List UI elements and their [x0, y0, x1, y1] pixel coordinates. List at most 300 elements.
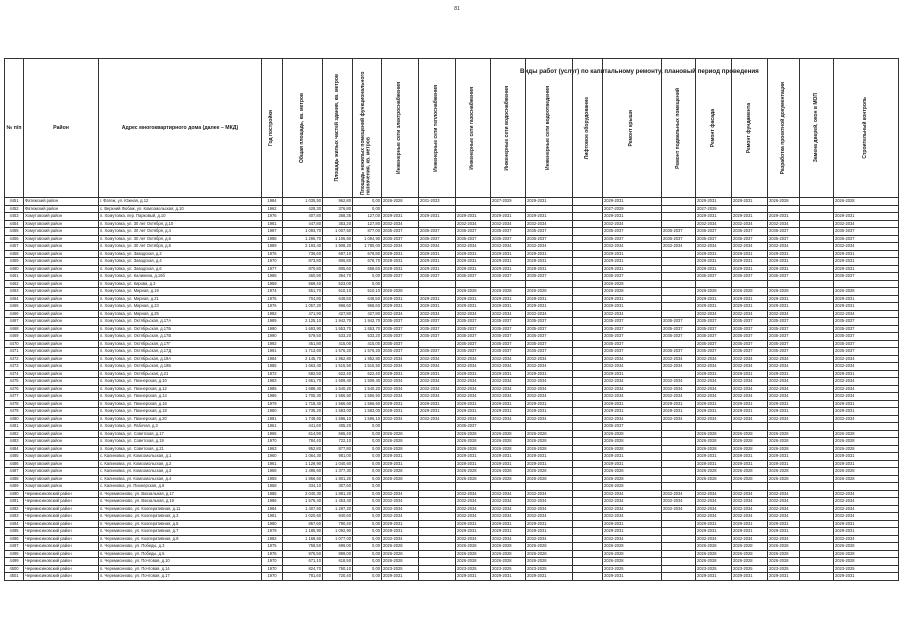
table-cell-district: Хомутовский район	[24, 220, 99, 228]
table-cell-district: Хомутовский район	[24, 475, 99, 483]
table-cell-no: 4500	[5, 565, 24, 573]
table-cell-control: 2026-2028	[834, 475, 899, 483]
table-cell-windows	[800, 558, 834, 566]
table-cell-foundation: 2032-2034	[732, 505, 768, 513]
table-cell-nonliving_area: 0,00	[353, 423, 382, 431]
table-cell-gas: 2026-2028	[456, 445, 491, 453]
table-cell-foundation: 2029-2031	[732, 250, 768, 258]
table-cell-address: с. Калиновка, ул. Комсомольская, д.4	[99, 475, 262, 483]
table-cell-no: 4492	[5, 505, 24, 513]
table-cell-water: 2032-2034	[491, 490, 526, 498]
table-cell-water: 2029-2031	[491, 295, 526, 303]
table-cell-district: Черемисиновский район	[24, 565, 99, 573]
table-cell-gas: 2035-2037	[456, 318, 491, 326]
table-cell-no: 4483	[5, 438, 24, 446]
table-cell-total_area: 1 693,90	[283, 325, 323, 333]
table-cell-district: Хомутовский район	[24, 228, 99, 236]
table-cell-basement	[662, 295, 696, 303]
table-cell-basement	[662, 340, 696, 348]
table-cell-district: Хомутовский район	[24, 415, 99, 423]
table-cell-gas: 2029-2031	[456, 453, 491, 461]
table-cell-living_area: 968,60	[323, 303, 353, 311]
table-cell-design: 2029-2031	[768, 400, 800, 408]
column-header-label: Разработка проектной документации	[779, 81, 786, 175]
table-cell-total_area: 1 057,20	[283, 303, 323, 311]
table-cell-nonliving_area: 0,00	[353, 205, 382, 213]
table-cell-address: п. Черемисиново, ул. Победы, д.3	[99, 543, 262, 551]
table-cell-foundation: 2032-2034	[732, 385, 768, 393]
table-cell-windows	[800, 250, 834, 258]
table-cell-basement	[662, 520, 696, 528]
table-cell-living_area: 618,50	[323, 558, 353, 566]
table-cell-basement	[662, 460, 696, 468]
table-row	[5, 565, 899, 573]
table-cell-year: 1958	[262, 468, 283, 476]
table-cell-year: 1976	[262, 250, 283, 258]
table-cell-living_area: 648,50	[323, 295, 353, 303]
table-cell-basement: 2032-2034	[662, 355, 696, 363]
table-cell-heat: 2032-2034	[419, 378, 456, 386]
table-cell-foundation: 2029-2031	[732, 265, 768, 273]
table-row	[5, 213, 899, 221]
table-cell-address: п. Хомутовка, ул. Пионерская, д.20	[99, 415, 262, 423]
table-cell-no: 4482	[5, 430, 24, 438]
table-cell-sewer: 2032-2034	[526, 310, 573, 318]
table-cell-year: 1989	[262, 243, 283, 251]
table-cell-design: 2032-2034	[768, 243, 800, 251]
table-cell-design: 2026-2028	[768, 468, 800, 476]
table-cell-sewer: 2032-2034	[526, 393, 573, 401]
table-row	[5, 498, 899, 506]
table-cell-sewer: 2035-2037	[526, 333, 573, 341]
table-cell-lift	[573, 573, 603, 581]
table-cell-no: 4495	[5, 528, 24, 536]
table-cell-windows	[800, 535, 834, 543]
table-cell-total_area: 1 407,50	[283, 505, 323, 513]
table-cell-foundation: 2029-2031	[732, 198, 768, 206]
table-cell-water: 2032-2034	[491, 355, 526, 363]
table-cell-basement	[662, 288, 696, 296]
table-cell-foundation: 2029-2031	[732, 400, 768, 408]
table-cell-control: 2029-2031	[834, 295, 899, 303]
table-cell-design: 2035-2037	[768, 340, 800, 348]
table-cell-roof: 2026-2028	[603, 558, 662, 566]
table-cell-gas: 2032-2034	[456, 393, 491, 401]
table-row	[5, 310, 899, 318]
table-cell-facade: 2032-2034	[696, 385, 732, 393]
table-cell-foundation: 2029-2031	[732, 520, 768, 528]
table-cell-elec: 2032-2034	[382, 385, 419, 393]
table-cell-no: 4467	[5, 318, 24, 326]
table-cell-nonliving_area: 415,00	[353, 340, 382, 348]
table-cell-total_area: 447,80	[283, 220, 323, 228]
table-cell-foundation: 2023-2025	[732, 565, 768, 573]
table-cell-total_area: 460,90	[283, 273, 323, 281]
table-cell-control: 2032-2034	[834, 535, 899, 543]
table-cell-elec: 2035-2037	[382, 348, 419, 356]
table-cell-nonliving_area: 1 509,40	[353, 378, 382, 386]
table-cell-design: 2032-2034	[768, 355, 800, 363]
table-cell-control	[834, 483, 899, 491]
table-cell-roof: 2029-2031	[603, 250, 662, 258]
table-cell-basement: 2035-2037	[662, 235, 696, 243]
table-cell-facade: 2029-2031	[696, 400, 732, 408]
table-cell-district: Черемисиновский район	[24, 535, 99, 543]
table-cell-living_area: 760,10	[323, 565, 353, 573]
table-cell-foundation: 2026-2028	[732, 468, 768, 476]
table-cell-district: Хомутовский район	[24, 355, 99, 363]
table-cell-water	[491, 483, 526, 491]
table-cell-address: с. Калиновка, ул. Комсомольская, д.3	[99, 468, 262, 476]
table-cell-facade: 2035-2037	[696, 348, 732, 356]
table-cell-elec: 2029-2031	[382, 258, 419, 266]
column-header-roof	[603, 59, 662, 198]
table-cell-water: 2029-2031	[491, 303, 526, 311]
table-cell-design: 2032-2034	[768, 393, 800, 401]
table-cell-foundation: 2026-2028	[732, 543, 768, 551]
table-cell-address: п. Хомутовка, ул. Советская, д.17	[99, 430, 262, 438]
table-cell-gas: 2026-2028	[456, 468, 491, 476]
table-cell-roof: 2029-2031	[603, 295, 662, 303]
table-cell-sewer: 2035-2037	[526, 325, 573, 333]
table-cell-foundation: 2032-2034	[732, 490, 768, 498]
table-cell-control: 2032-2034	[834, 415, 899, 423]
table-cell-control: 2035-2037	[834, 325, 899, 333]
table-cell-heat: 2032-2034	[419, 363, 456, 371]
table-cell-design: 2029-2031	[768, 408, 800, 416]
table-cell-address: п. Хомутовка, ул. Мирная, д.23	[99, 303, 262, 311]
table-cell-address: п. Хомутовка, ул. Октябрьская, д.17А	[99, 318, 262, 326]
table-cell-water: 2029-2031	[491, 520, 526, 528]
table-cell-control: 2032-2034	[834, 490, 899, 498]
table-cell-control: 2029-2031	[834, 453, 899, 461]
table-cell-address: п. Хомутовка, ул. Рабочая, д.3	[99, 423, 262, 431]
table-row	[5, 558, 899, 566]
table-cell-nonliving_area: 0,00	[353, 490, 382, 498]
table-cell-total_area: 758,50	[283, 543, 323, 551]
table-cell-foundation: 2035-2037	[732, 235, 768, 243]
table-row	[5, 243, 899, 251]
table-cell-district: Черемисиновский район	[24, 490, 99, 498]
table-cell-elec: 2029-2031	[382, 460, 419, 468]
table-row	[5, 445, 899, 453]
table-cell-year: 1970	[262, 258, 283, 266]
table-cell-sewer: 2032-2034	[526, 513, 573, 521]
table-cell-roof: 2026-2028	[603, 438, 662, 446]
table-cell-no: 4488	[5, 475, 24, 483]
table-cell-address: с. Калиновка, ул. Комсомольская, д.1	[99, 453, 262, 461]
table-cell-windows	[800, 318, 834, 326]
table-cell-sewer: 2035-2037	[526, 340, 573, 348]
column-header-lift	[573, 59, 603, 198]
table-cell-address: п. Хомутовка, ул. 30 лет Октября, д.6	[99, 235, 262, 243]
table-cell-elec: 2032-2034	[382, 355, 419, 363]
table-cell-living_area: 1 540,20	[323, 385, 353, 393]
table-cell-facade: 2029-2031	[696, 520, 732, 528]
table-cell-gas: 2032-2034	[456, 415, 491, 423]
table-cell-gas: 2026-2028	[456, 288, 491, 296]
table-cell-sewer: 2032-2034	[526, 535, 573, 543]
table-cell-district: Фатежский район	[24, 205, 99, 213]
table-cell-district: Хомутовский район	[24, 243, 99, 251]
table-cell-no: 4453	[5, 213, 24, 221]
table-cell-design: 2032-2034	[768, 505, 800, 513]
table-cell-living_area: 1 801,20	[323, 475, 353, 483]
table-cell-elec: 2029-2031	[382, 303, 419, 311]
table-cell-sewer: 2026-2028	[526, 445, 573, 453]
table-cell-living_area: 722,10	[323, 438, 353, 446]
table-cell-gas: 2029-2031	[456, 213, 491, 221]
table-cell-lift	[573, 468, 603, 476]
table-cell-foundation	[732, 423, 768, 431]
table-cell-control: 2026-2028	[834, 558, 899, 566]
table-cell-windows	[800, 543, 834, 551]
table-cell-control: 2029-2031	[834, 303, 899, 311]
table-cell-windows	[800, 445, 834, 453]
table-cell-living_area: 523,00	[323, 280, 353, 288]
table-cell-design: 2035-2037	[768, 235, 800, 243]
table-row	[5, 543, 899, 551]
table-cell-year: 1959	[262, 475, 283, 483]
table-cell-year: 1970	[262, 573, 283, 581]
table-cell-gas: 2029-2031	[456, 265, 491, 273]
table-cell-windows	[800, 355, 834, 363]
table-cell-basement: 2032-2034	[662, 490, 696, 498]
table-cell-living_area: 1 515,50	[323, 363, 353, 371]
table-cell-living_area: 368,35	[323, 213, 353, 221]
table-cell-district: Черемисиновский район	[24, 520, 99, 528]
column-header-windows	[800, 59, 834, 198]
column-header-label: Общая площадь, кв. метров	[298, 92, 305, 163]
table-cell-control: 2029-2031	[834, 400, 899, 408]
table-cell-address: п. Хомутовка, ул. Октябрьская, д.19А	[99, 355, 262, 363]
table-cell-basement	[662, 220, 696, 228]
table-cell-sewer: 2026-2028	[526, 543, 573, 551]
table-cell-basement	[662, 280, 696, 288]
table-cell-design: 2026-2028	[768, 558, 800, 566]
table-cell-address: п. Хомутовка, ул. Пионерская, д.18	[99, 408, 262, 416]
table-cell-lift	[573, 258, 603, 266]
table-cell-water: 2029-2031	[491, 408, 526, 416]
table-cell-sewer: 2035-2037	[526, 235, 573, 243]
table-cell-nonliving_area: 0,00	[353, 520, 382, 528]
table-cell-district: Хомутовский район	[24, 460, 99, 468]
table-cell-year: 1976	[262, 295, 283, 303]
table-cell-sewer: 2023-2025	[526, 565, 573, 573]
table-cell-address: п. Хомутовка, ул. Заводская, д.4	[99, 258, 262, 266]
table-cell-total_area: 1 956,60	[283, 475, 323, 483]
column-header-control	[834, 59, 899, 198]
table-cell-nonliving_area: 1 576,20	[353, 348, 382, 356]
table-row	[5, 370, 899, 378]
table-cell-windows	[800, 378, 834, 386]
table-cell-heat: 2029-2031	[419, 258, 456, 266]
table-cell-control: 2035-2037	[834, 340, 899, 348]
table-cell-elec: 2032-2034	[382, 393, 419, 401]
table-cell-water: 2032-2034	[491, 220, 526, 228]
table-cell-basement	[662, 198, 696, 206]
table-cell-control: 2026-2028	[834, 198, 899, 206]
table-cell-water: 2032-2034	[491, 415, 526, 423]
table-cell-elec: 2032-2034	[382, 378, 419, 386]
table-cell-year: 1985	[262, 363, 283, 371]
table-cell-year: 1981	[262, 220, 283, 228]
table-cell-heat	[419, 535, 456, 543]
table-cell-control: 2029-2031	[834, 213, 899, 221]
table-cell-total_area: 1 185,90	[283, 528, 323, 536]
table-cell-elec: 2029-2031	[382, 213, 419, 221]
table-cell-water: 2026-2028	[491, 430, 526, 438]
table-cell-foundation: 2029-2031	[732, 295, 768, 303]
table-cell-elec: 2029-2031	[382, 408, 419, 416]
column-header-label: Адрес многоквартирного дома (далее – МКД)	[121, 125, 239, 131]
table-cell-no: 4463	[5, 288, 24, 296]
table-cell-foundation: 2029-2031	[732, 303, 768, 311]
table-cell-gas: 2035-2037	[456, 235, 491, 243]
table-cell-water: 2032-2034	[491, 363, 526, 371]
table-cell-control: 2029-2031	[834, 528, 899, 536]
table-row	[5, 303, 899, 311]
table-row	[5, 475, 899, 483]
table-cell-facade: 2032-2034	[696, 220, 732, 228]
table-cell-control	[834, 423, 899, 431]
table-cell-design: 2026-2028	[768, 438, 800, 446]
table-cell-foundation: 2026-2028	[732, 475, 768, 483]
table-cell-facade: 2029-2031	[696, 303, 732, 311]
table-cell-gas: 2029-2031	[456, 295, 491, 303]
table-row	[5, 505, 899, 513]
table-cell-sewer: 2026-2028	[526, 430, 573, 438]
table-cell-facade: 2032-2034	[696, 513, 732, 521]
table-cell-address: с. Калиновка, ул. Комсомольская, д.2	[99, 460, 262, 468]
table-cell-address: п. Хомутовка, ул. Пионерская, д.16	[99, 400, 262, 408]
table-cell-basement	[662, 303, 696, 311]
table-cell-water: 2032-2034	[491, 378, 526, 386]
table-cell-gas: 2026-2028	[456, 543, 491, 551]
table-cell-facade: 2023-2025	[696, 565, 732, 573]
table-cell-facade	[696, 423, 732, 431]
table-row	[5, 423, 899, 431]
table-cell-nonliving_area: 510,10	[353, 288, 382, 296]
table-cell-living_area: 1 007,50	[323, 228, 353, 236]
column-header-no	[5, 59, 24, 198]
table-cell-design: 2035-2037	[768, 273, 800, 281]
table-cell-sewer: 2032-2034	[526, 385, 573, 393]
table-cell-roof: 2026-2028	[603, 475, 662, 483]
table-cell-district: Хомутовский район	[24, 310, 99, 318]
table-cell-control: 2035-2037	[834, 228, 899, 236]
table-cell-no: 4457	[5, 243, 24, 251]
table-cell-nonliving_area: 0,00	[353, 573, 382, 581]
table-cell-design: 2029-2031	[768, 528, 800, 536]
table-row	[5, 288, 899, 296]
table-cell-gas: 2029-2031	[456, 250, 491, 258]
table-cell-sewer: 2029-2031	[526, 303, 573, 311]
table-cell-heat: 2029-2031	[419, 250, 456, 258]
table-cell-total_area: 784,40	[283, 438, 323, 446]
table-cell-foundation: 2029-2031	[732, 460, 768, 468]
table-cell-roof: 2029-2031	[603, 258, 662, 266]
table-cell-basement: 2032-2034	[662, 385, 696, 393]
table-cell-heat	[419, 505, 456, 513]
table-cell-lift	[573, 535, 603, 543]
table-cell-sewer	[526, 483, 573, 491]
table-cell-no: 4462	[5, 280, 24, 288]
table-cell-nonliving_area: 0,00	[353, 453, 382, 461]
column-header-label: Строительный контроль	[862, 97, 869, 159]
table-cell-windows	[800, 348, 834, 356]
table-cell-roof: 2032-2034	[603, 220, 662, 228]
table-cell-heat	[419, 205, 456, 213]
table-cell-no: 4459	[5, 258, 24, 266]
table-cell-sewer: 2035-2037	[526, 228, 573, 236]
table-cell-lift	[573, 385, 603, 393]
table-cell-control: 2032-2034	[834, 505, 899, 513]
table-cell-windows	[800, 393, 834, 401]
capital-repair-schedule-table	[4, 58, 899, 581]
table-cell-gas	[456, 205, 491, 213]
table-cell-elec: 2026-2028	[382, 468, 419, 476]
table-row	[5, 453, 899, 461]
table-cell-gas: 2032-2034	[456, 243, 491, 251]
table-cell-basement	[662, 483, 696, 491]
table-cell-water: 2027-2029	[491, 198, 526, 206]
table-cell-design: 2029-2031	[768, 520, 800, 528]
table-cell-sewer: 2029-2031	[526, 213, 573, 221]
table-cell-elec: 2035-2037	[382, 340, 419, 348]
table-cell-foundation: 2032-2034	[732, 378, 768, 386]
table-cell-facade: 2026-2028	[696, 288, 732, 296]
table-cell-total_area: 2 145,70	[283, 355, 323, 363]
table-row	[5, 333, 899, 341]
table-row	[5, 355, 899, 363]
table-row	[5, 468, 899, 476]
table-row	[5, 205, 899, 213]
column-header-nonliving_area	[353, 59, 382, 198]
table-cell-basement: 2032-2034	[662, 415, 696, 423]
table-cell-no: 4484	[5, 445, 24, 453]
table-cell-windows	[800, 490, 834, 498]
table-cell-gas: 2032-2034	[456, 355, 491, 363]
table-cell-elec: 2035-2037	[382, 273, 419, 281]
table-cell-sewer: 2026-2028	[526, 468, 573, 476]
table-cell-total_area: 1 651,70	[283, 378, 323, 386]
table-cell-elec: 2035-2037	[382, 325, 419, 333]
table-cell-facade: 2027-2029	[696, 205, 732, 213]
table-cell-basement	[662, 438, 696, 446]
table-cell-basement	[662, 550, 696, 558]
table-cell-basement: 2029-2031	[662, 400, 696, 408]
table-cell-living_area: 415,00	[323, 340, 353, 348]
table-cell-heat	[419, 543, 456, 551]
table-cell-design: 2026-2028	[768, 198, 800, 206]
table-cell-year: 1961	[262, 460, 283, 468]
table-cell-gas: 2032-2034	[456, 498, 491, 506]
table-cell-basement	[662, 205, 696, 213]
table-cell-district: Хомутовский район	[24, 348, 99, 356]
table-cell-water	[491, 423, 526, 431]
table-cell-living_area: 405,20	[323, 423, 353, 431]
table-cell-total_area: 1 093,70	[283, 228, 323, 236]
table-cell-water: 2035-2037	[491, 228, 526, 236]
table-cell-roof: 2027-2029	[603, 205, 662, 213]
table-cell-total_area: 975,50	[283, 550, 323, 558]
table-cell-facade: 2035-2037	[696, 273, 732, 281]
table-cell-no: 4465	[5, 303, 24, 311]
table-cell-gas: 2032-2034	[456, 363, 491, 371]
table-cell-roof: 2032-2034	[603, 378, 662, 386]
table-cell-living_area: 697,10	[323, 250, 353, 258]
